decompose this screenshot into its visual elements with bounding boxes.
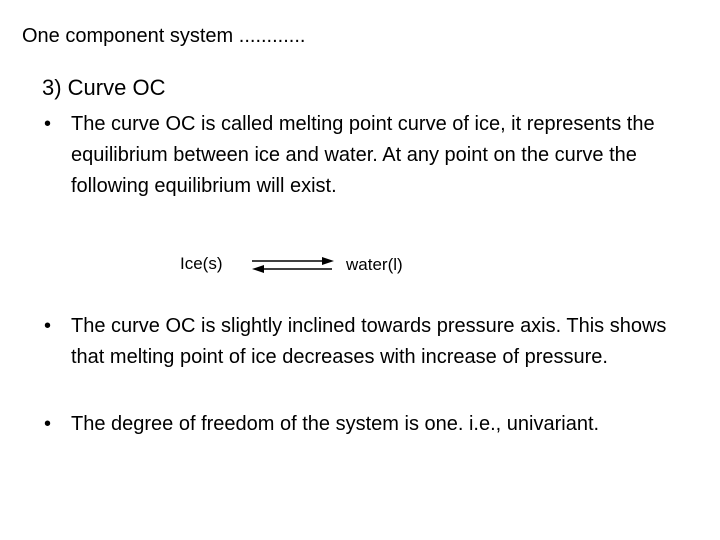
equilibrium-arrows-icon	[252, 256, 334, 274]
bullet-item	[44, 109, 684, 202]
bullet-item	[44, 311, 684, 373]
equation-right: water(l)	[346, 255, 403, 274]
equation-left: Ice(s)	[180, 254, 223, 273]
bullet-item	[44, 409, 684, 440]
bullet-text: The degree of freedom of the system is one. i.e., univariant.	[71, 413, 600, 435]
bullet-icon: •	[44, 315, 52, 337]
bullet-icon: •	[44, 413, 52, 435]
section-heading: 3) Curve OC	[42, 75, 166, 100]
bullet-text: The curve OC is called melting point curve of ice, it represents the equilibrium between ice and water. At any point on the curve the following equilibrium will exist.	[71, 113, 655, 197]
bullet-icon: •	[44, 113, 52, 135]
slide-title: One component system ............	[22, 25, 306, 47]
bullet-text: The curve OC is slightly inclined towards pressure axis. This shows that melting point of ice decreases with increase of pressure.	[71, 315, 667, 368]
